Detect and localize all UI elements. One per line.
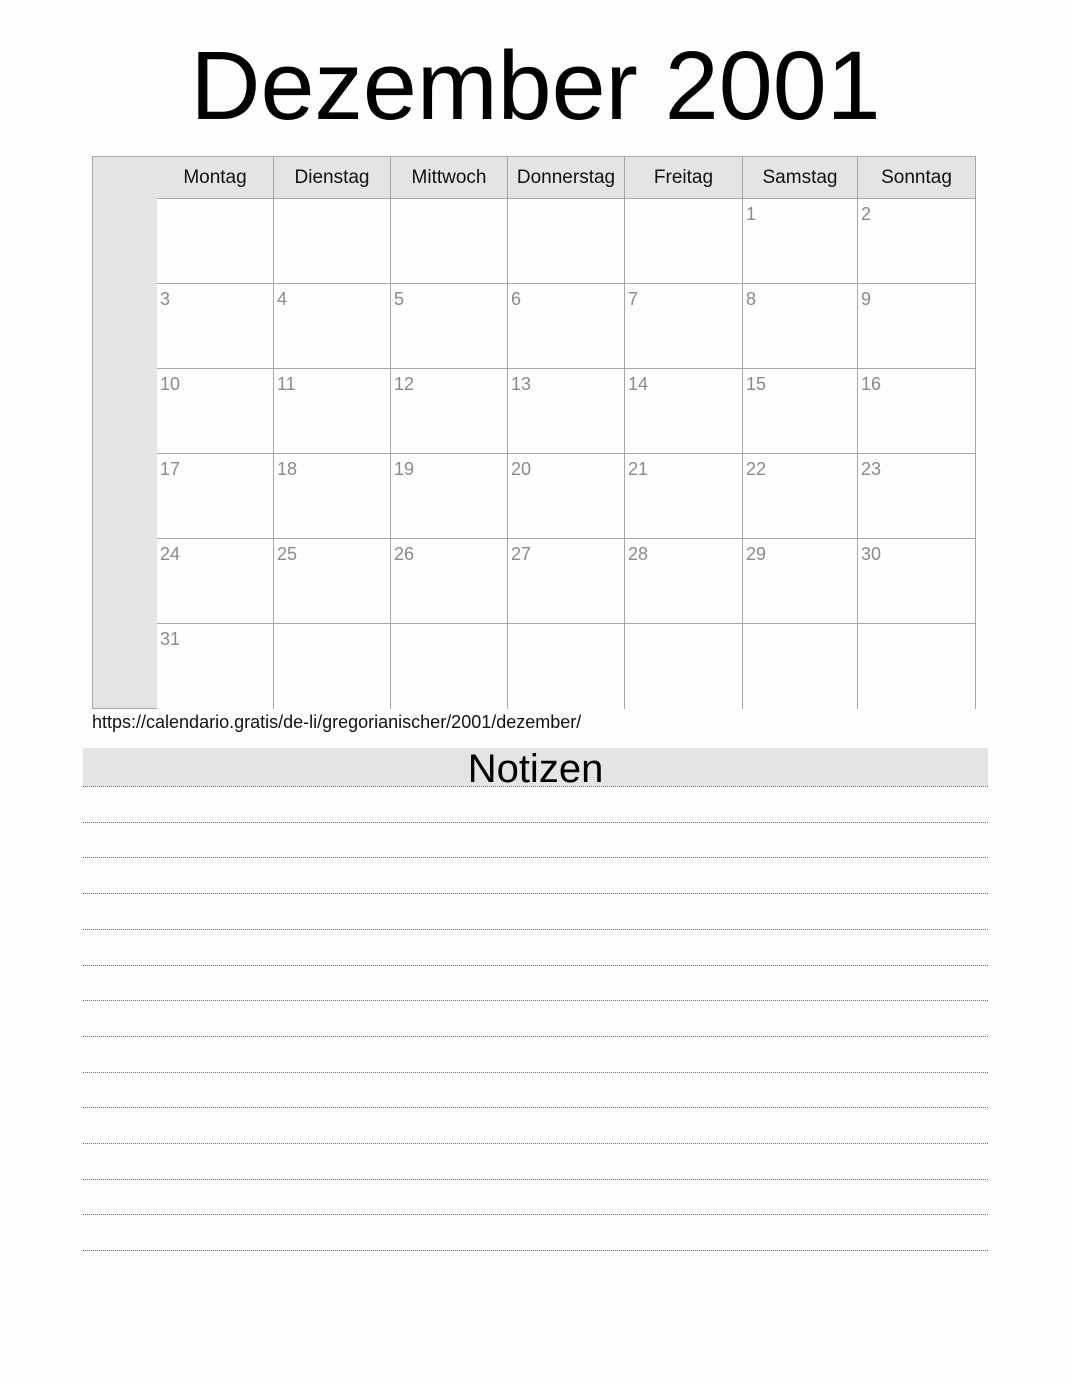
day-cell[interactable] bbox=[274, 284, 391, 369]
day-number: 4 bbox=[277, 289, 288, 309]
day-cell[interactable] bbox=[508, 539, 625, 624]
day-number: 16 bbox=[861, 374, 882, 394]
notes-header bbox=[83, 747, 988, 791]
day-cell[interactable] bbox=[157, 284, 274, 369]
notes-line bbox=[83, 786, 988, 787]
day-number: 13 bbox=[511, 374, 532, 394]
day-cell[interactable] bbox=[625, 369, 743, 454]
notes-line bbox=[83, 1214, 988, 1215]
day-cell[interactable] bbox=[157, 539, 274, 624]
day-cell[interactable] bbox=[391, 454, 508, 539]
day-number: 23 bbox=[861, 459, 882, 479]
day-number: 24 bbox=[160, 544, 181, 564]
notes-line bbox=[83, 1107, 988, 1108]
day-number: 26 bbox=[394, 544, 415, 564]
day-number: 1 bbox=[746, 204, 757, 224]
day-cell[interactable] bbox=[508, 369, 625, 454]
day-number: 14 bbox=[628, 374, 649, 394]
day-number: 21 bbox=[628, 459, 649, 479]
day-cell[interactable] bbox=[743, 454, 858, 539]
day-cell[interactable] bbox=[274, 624, 391, 709]
notes-line bbox=[83, 929, 988, 930]
weekday-header: Montag bbox=[157, 157, 274, 199]
weekday-header: Freitag bbox=[625, 157, 743, 199]
day-cell[interactable] bbox=[625, 539, 743, 624]
day-number: 29 bbox=[746, 544, 767, 564]
calendar-grid bbox=[92, 156, 976, 709]
day-number: 10 bbox=[160, 374, 181, 394]
day-number: 9 bbox=[861, 289, 872, 309]
notes-line bbox=[83, 1000, 988, 1001]
day-cell[interactable] bbox=[743, 199, 858, 284]
day-number: 31 bbox=[160, 629, 181, 649]
day-number: 20 bbox=[511, 459, 532, 479]
weekday-header: Dienstag bbox=[274, 157, 391, 199]
day-cell[interactable] bbox=[508, 199, 625, 284]
day-number: 11 bbox=[277, 374, 296, 394]
day-cell[interactable] bbox=[508, 454, 625, 539]
day-cell[interactable] bbox=[743, 539, 858, 624]
day-number: 19 bbox=[394, 459, 415, 479]
weekday-header: Sonntag bbox=[858, 157, 975, 199]
day-number: 30 bbox=[861, 544, 882, 564]
notes-line bbox=[83, 1143, 988, 1144]
day-cell[interactable] bbox=[274, 539, 391, 624]
calendar-days bbox=[157, 157, 975, 708]
day-cell[interactable] bbox=[858, 199, 975, 284]
notes-line bbox=[83, 965, 988, 966]
day-cell[interactable] bbox=[625, 624, 743, 709]
day-number: 28 bbox=[628, 544, 649, 564]
day-number: 3 bbox=[160, 289, 171, 309]
day-cell[interactable] bbox=[743, 624, 858, 709]
day-number: 2 bbox=[861, 204, 872, 224]
weekday-header: Donnerstag bbox=[508, 157, 625, 199]
day-cell[interactable] bbox=[743, 284, 858, 369]
weekday-header: Samstag bbox=[743, 157, 858, 199]
day-cell[interactable] bbox=[858, 539, 975, 624]
week-number-column bbox=[93, 157, 158, 708]
day-number: 5 bbox=[394, 289, 405, 309]
day-cell[interactable] bbox=[391, 284, 508, 369]
day-cell[interactable] bbox=[157, 454, 274, 539]
day-cell[interactable] bbox=[858, 454, 975, 539]
notes-line bbox=[83, 1179, 988, 1180]
day-cell[interactable] bbox=[391, 624, 508, 709]
day-number: 17 bbox=[160, 459, 181, 479]
day-cell[interactable] bbox=[508, 624, 625, 709]
notes-line bbox=[83, 1036, 988, 1037]
day-cell[interactable] bbox=[157, 624, 274, 709]
day-cell[interactable] bbox=[858, 624, 975, 709]
day-cell[interactable] bbox=[274, 454, 391, 539]
day-cell[interactable] bbox=[391, 199, 508, 284]
day-cell[interactable] bbox=[157, 369, 274, 454]
day-cell[interactable] bbox=[625, 454, 743, 539]
day-cell[interactable] bbox=[858, 284, 975, 369]
day-number: 8 bbox=[746, 289, 757, 309]
day-number: 7 bbox=[628, 289, 639, 309]
weekday-header: Mittwoch bbox=[391, 157, 508, 199]
page-title: Dezember 2001 bbox=[190, 31, 881, 140]
day-number: 25 bbox=[277, 544, 298, 564]
day-cell[interactable] bbox=[391, 369, 508, 454]
day-number: 15 bbox=[746, 374, 767, 394]
day-cell[interactable] bbox=[274, 369, 391, 454]
notes-line bbox=[83, 893, 988, 894]
day-number: 22 bbox=[746, 459, 767, 479]
day-cell[interactable] bbox=[625, 284, 743, 369]
source-url[interactable]: https://calendario.gratis/de-li/gregorianischer/2001/dezember/ bbox=[92, 712, 582, 732]
day-cell[interactable] bbox=[858, 369, 975, 454]
day-number: 18 bbox=[277, 459, 298, 479]
day-cell[interactable] bbox=[743, 369, 858, 454]
day-cell[interactable] bbox=[274, 199, 391, 284]
notes-line bbox=[83, 857, 988, 858]
notes-line bbox=[83, 1250, 988, 1251]
notes-heading: Notizen bbox=[467, 747, 604, 791]
notes-line bbox=[83, 822, 988, 823]
day-number: 12 bbox=[394, 374, 415, 394]
day-number: 27 bbox=[511, 544, 532, 564]
day-cell[interactable] bbox=[391, 539, 508, 624]
notes-line bbox=[83, 1072, 988, 1073]
day-number: 6 bbox=[511, 289, 522, 309]
day-cell[interactable] bbox=[625, 199, 743, 284]
day-cell[interactable] bbox=[157, 199, 274, 284]
day-cell[interactable] bbox=[508, 284, 625, 369]
